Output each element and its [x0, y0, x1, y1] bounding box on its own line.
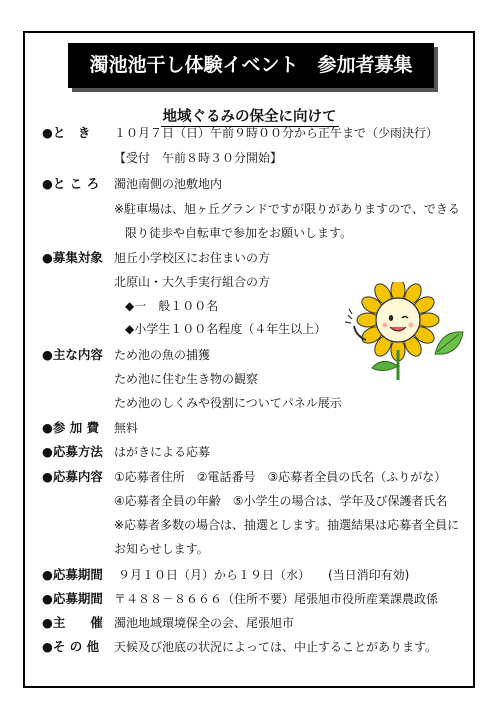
- sonota-line-1: 天候及び池底の状況によっては、中止することがあります。: [114, 640, 438, 654]
- mascot-eye-left: [389, 315, 393, 321]
- kikan-line-1: ９月１０日（月）から１９日（水） (当日消印有効): [118, 568, 410, 582]
- stem-leaf: [372, 361, 398, 370]
- label-sonota: ●そ の 他: [42, 639, 100, 654]
- label-shusai: ●主 催: [42, 615, 103, 630]
- label-tokoro: ●と こ ろ: [42, 176, 100, 191]
- leaf-icon: [435, 332, 463, 354]
- label-oubo-naiyo: ●応募内容: [42, 469, 103, 484]
- oubo-naiyo-line-2: ④応募者全員の年齢 ⑤小学生の場合は、学年及び保護者氏名: [114, 494, 448, 508]
- subtitle-text: 地域ぐるみの保全に向けて: [162, 109, 337, 125]
- taisho-line-3: ◆一 般１００名: [125, 299, 219, 313]
- oubo-naiyo-line-1: ①応募者住所 ②電話番号 ③応募者全員の氏名（ふりがな）: [114, 470, 447, 484]
- naiyo-line-1: ため池の魚の捕獲: [114, 348, 211, 362]
- label-sanka: ●参 加 費: [42, 420, 100, 435]
- hoho-line-1: はがきによる応募: [114, 445, 211, 459]
- saki-line-1: 〒４８８－８６６６（住所不要）尾張旭市役所産業課農政係: [114, 592, 439, 606]
- sunflower-face: [376, 298, 420, 342]
- page-title: 濁池池干し体験イベント 参加者募集: [89, 54, 413, 76]
- tokoro-line-1: 濁池南側の池敷地内: [114, 177, 223, 191]
- oubo-naiyo-line-3: ※応募者多数の場合は、抽選とします。抽選結果は応募者全員に: [114, 518, 460, 532]
- label-naiyo: ●主な内容: [42, 347, 103, 362]
- label-kikan: ●応募期間: [42, 567, 103, 582]
- sparkle-lines: [345, 309, 352, 323]
- taisho-line-2: 北原山・大久手実行組合の方: [114, 275, 271, 289]
- label-toki: ●と き: [42, 125, 91, 140]
- toki-line-2: 【受付 午前８時３０分開始】: [114, 151, 283, 165]
- shusai-line-1: 濁池地域環境保全の会、尾張旭市: [114, 616, 295, 630]
- oubo-naiyo-line-4: お知らせします。: [114, 542, 209, 556]
- tokoro-line-2: ※駐車場は、旭ヶ丘グランドですが限りがありますので、できる: [114, 202, 460, 216]
- naiyo-line-2: ため池に住む生き物の観察: [114, 372, 259, 386]
- sunflower-mascot-illustration: [340, 282, 465, 382]
- title-banner: [68, 43, 434, 88]
- tokoro-line-3: 限り徒歩や自転車で参加をお願いします。: [125, 226, 353, 240]
- toki-line-1: １０月７日（日）午前９時００分から正午まで（少雨決行）: [114, 126, 439, 140]
- label-taisho: ●募集対象: [42, 250, 103, 265]
- taisho-line-1: 旭丘小学校区にお住まいの方: [114, 251, 271, 265]
- label-hoho: ●応募方法: [42, 444, 103, 459]
- sanka-line-1: 無料: [114, 421, 139, 435]
- label-saki: ●応募期間: [42, 591, 103, 606]
- taisho-line-4: ◆小学生１００名程度（４年生以上）: [125, 322, 327, 336]
- naiyo-line-3: ため池のしくみや役割についてパネル展示: [114, 396, 342, 410]
